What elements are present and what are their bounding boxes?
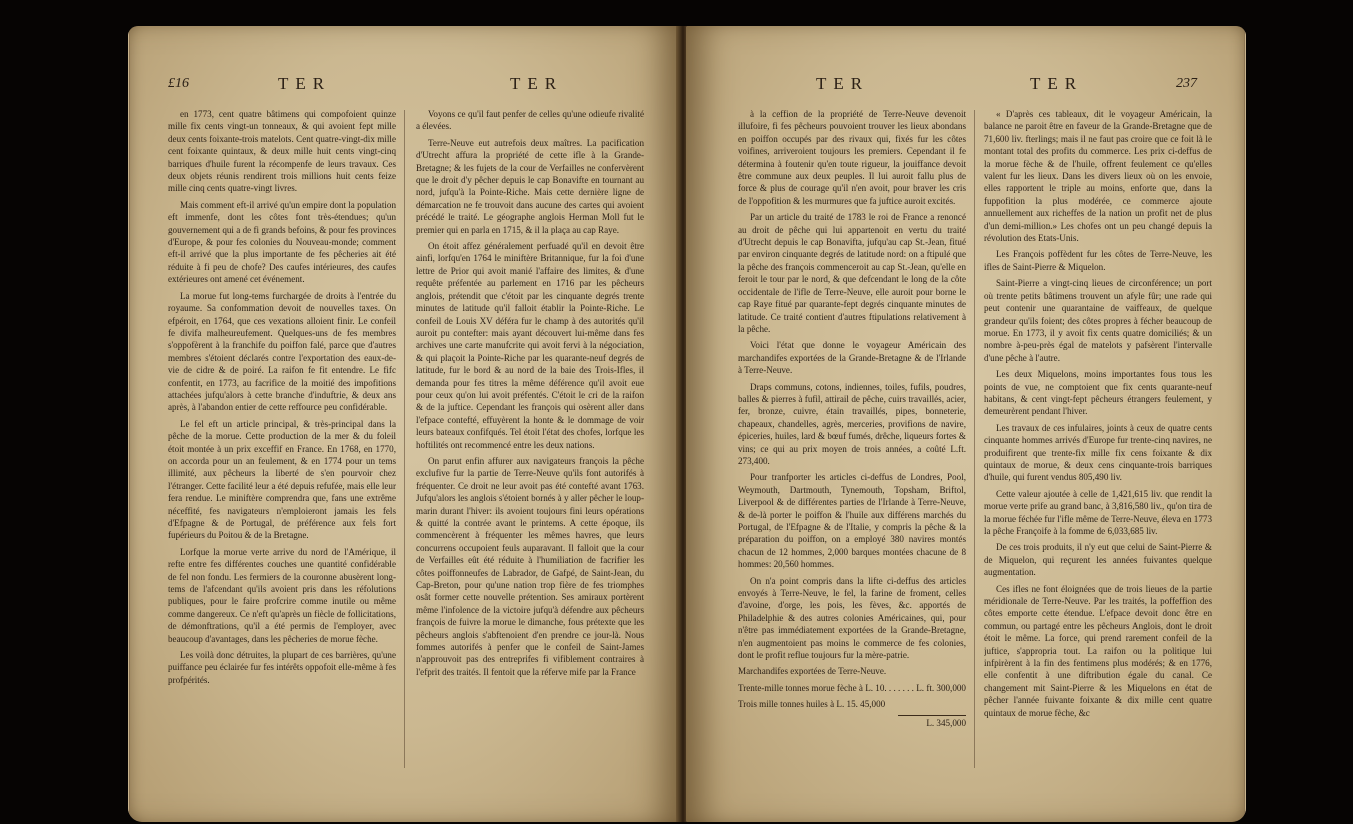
right-running-head-2: TER (1030, 74, 1084, 93)
paragraph: Trente-mille tonnes morue fèche à L. 10. . . . . . . L. ft. 300,000 (738, 682, 966, 693)
left-page-edge (128, 32, 130, 818)
paragraph: en 1773, cent quatre bâtimens qui compofoient quinze mille fix cents vingt-un tonneaux, & qui avoient fept mille deux cents foixante-trois matelots. Cent quatre-vingt-dix mille cent foixante quintaux, & deux mille huit cents vingt-cinq barriques d'huile furent la récompenfe de leurs travaux. Ces deux objets réunis rendirent trois millions huit cents feize mille cinq cents quatre-vingt livres. (168, 109, 396, 194)
paragraph: Les travaux de ces infulaires, joints à ceux de quatre cents cinquante hommes arrivés d'Europe fur trente-cinq navires, ne produifirent que trente-fix mille fix cens foixante & dix quintaux de morue, & deux cens cinquante-trois barriques d'huile, qui furent vendus 805,490 liv. (984, 422, 1212, 483)
paragraph: Marchandifes exportées de Terre-Neuve. (738, 666, 887, 677)
paragraph: Les François poffèdent fur les côtes de Terre-Neuve, les ifles de Saint-Pierre & Miquelon. (984, 249, 1212, 272)
paragraph: La morue fut long-tems furchargée de droits à l'entrée du royaume. Sa confommation devoit de nouvelles taxes. On efpéroit, en 1764, que ces vexations alloient finir. Le confeil fe divifa malheureufement. Quelques-uns de fes membres s'oppofèrent à la franchife du poiffon falé, parce que d'autres membres s'étoient déclarés contre l'exportation des eaux-de-vie de cidre & de poiré. La raifon fe fit entendre. Le fifc confentit, en 1773, au facrifice de la moitié des impofitions attachées jufqu'alors à cette branche d'induftrie, & deux ans après, à l'abandon entier de cette reffource peu confidérable. (168, 290, 396, 413)
column-rule (974, 110, 975, 768)
paragraph: Ces ifles ne font éloignées que de trois lieues de la partie méridionale de Terre-Neuve. Par les traités, la poffeffion des côtes emporte cette étendue. L'efpace devoit donc être en commun, ou partagé entre les pêcheurs Anglois, dont le droit étoit le même. La force, qui prend rarement confeil de la juftice, s'appropria tout. La raifon ou la politique lui infpirèrent à la fin des fentimens plus modérés; & en 1776, elle confentit à une diftribution égale du canal. Ce changement mit Saint-Pierre & les Miquelons en état de pêcher l'année fuivante foixante & dix mille cent quatre quintaux de morue fèche, &c (984, 583, 1212, 718)
paragraph: Trois mille tonnes huiles à L. 15. 45,000 (738, 699, 886, 710)
paragraph: De ces trois produits, il n'y eut que celui de Saint-Pierre & de Miquelon, qui reçurent les années fuivantes quelque augmentation. (984, 542, 1212, 578)
paragraph: Voyons ce qu'il faut penfer de celles qu'une odieufe rivalité a élevées. (416, 109, 644, 132)
right-page-number: 237 (1176, 76, 1197, 91)
right-column-1 (738, 108, 966, 733)
left-column-1 (168, 108, 396, 690)
paragraph: Cette valeur ajoutée à celle de 1,421,615 liv. que rendit la morue verte prife au grand banc, à 3,816,580 liv., qu'on tira de la morue féchée fur l'ifle même de Terre-Neuve, éleva en 1773 la pêche Françoife à la fomme de 6,033,685 liv. (984, 488, 1212, 536)
paragraph: Lorfque la morue verte arrive du nord de l'Amérique, il refte entre fes différentes couches une quantité confidérable de fel non fondu. Les fermiers de la couronne abusèrent long-tems de l'afcendant qu'ils avoient pris dans les réfolutions publiques, pour le faire profcrire comme inutile ou même comme dangereux. Ce n'eft qu'après un fiècle de follicitations, de démonftrations, qu'il a été permis de l'employer, avec beaucoup d'avantages, dans les pêcheries de morue fèche. (168, 546, 396, 644)
paragraph: Par un article du traité de 1783 le roi de France a renoncé au droit de pêche qui lui appartenoit en vertu du traité d'Utrecht depuis le cap Bonavifta, jufqu'au cap St.-Jean, fitué par environ cinquante degrés de latitude nord: on a ftipulé que la pêche des françois commenceroit au cap St.-Jean, qu'elle en feroit le tour par le nord, & que defcendant le long de la côte occidentale de l'ifle de Terre-Neuve, elle auroit pour borne le cap Raye fitué par quarante-fept degrés cinquante minutes de latitude. Ce traité contient d'autres ftipulations relativement à la pêche. (738, 212, 966, 334)
paragraph: On parut enfin affurer aux navigateurs françois la pêche exclufive fur la partie de Terre-Neuve qu'ils font autorifés à fréquenter. Ce droit ne leur avoit pas été contefté avant 1763. Jufqu'alors les anglois s'étoient bornés à y aller pêcher le loup-marin durant l'hiver: ils avoient toujours fini leurs opérations & quitté la contrée avant le printems. A cette époque, ils commencèrent à fréquenter les mêmes havres, que leurs concurrens occupoient feuls auparavant. Il falloit que la cour de Verfailles eût été réduite à l'humiliation de facrifier les côtes poiffonneufes de Labrador, de Gafpé, de Saint-Jean, du Cap-Breton, pour qu'une nation trop fière de fes triomphes osât former cette nouvelle prétention. Ses amiraux portèrent même l'infolence de la victoire jufqu'à défendre aux pêcheurs françois de fuivre la morue le dimanche, fous prétexte que les pêcheurs anglois s'abftenoient d'en prendre ce jour-là. Nous fommes autorifés à penfer que le confeil de Saint-James n'approuvoit pas des entreprifes fi vifiblement contraires à l'efprit des traités. Il fentoit que la réferve mife par la France (416, 455, 644, 677)
paragraph: Pour tranfporter les articles ci-deffus de Londres, Pool, Weymouth, Dartmouth, Tynemouth, Topsham, Briftol, Liverpool & de différentes parties de l'Irlande à Terre-Neuve, & de-là porter le poiffon & l'huile aux différens marchés du Portugal, de l'Efpagne & de l'Italie, y compris la pêche & la préparation du poiffon, on a employé 380 navires montés chacun de 12 hommes, 2,000 barques montées chacune de 8 hommes: 20,560 hommes. (738, 472, 966, 570)
paragraph: L. 345,000 (898, 715, 966, 729)
paragraph: Draps communs, cotons, indiennes, toiles, fufils, poudres, balles & pierres à fufil, attirail de pêche, cuirs travaillés, acier, fer, bronze, cuivre, étain travaillés, pipes, bonneterie, chapeaux, chandelles, agrès, merceries, provifions de navire, épiceries, huiles, lard & bœuf fumés, drêche, liqueurs fortes & vins; ce qui au prix moyen de trois années, a coûté L.ft. 273,400. (738, 381, 966, 466)
paragraph: à la ceffion de la propriété de Terre-Neuve devenoit illufoire, fi fes pêcheurs pouvoient trouver les lieux abondans en poiffon occupés par des rivaux qui, fixés fur les côtes voifines, arriveroient toujours les premiers. Cependant il fe détermina à foutenir qu'en toute rigueur, la jouiffance devoit être commune aux deux peuples. Il lui auroit fallu plus de force & plus de courage qu'il n'en avoit, pour braver les cris de l'oppofition & les murmures que fa juftice auroit excités. (738, 109, 966, 206)
paragraph: On n'a point compris dans la lifte ci-deffus des articles envoyés à Terre-Neuve, le fel, la farine de froment, celles d'avoine, d'orge, les pois, les fèves, &c. apportés de Philadelphie & des autres colonies Américaines, qui, pour n'être pas immédiatement exportées de la Grande-Bretagne, n'en augmentoient pas moins le commerce de fes colonies, dont le profit reflue toujours fur la mère-patrie. (738, 575, 966, 661)
right-column-2 (984, 108, 1212, 723)
right-page (686, 26, 1246, 822)
paragraph: Voici l'état que donne le voyageur Américain des marchandifes exportées de la Grande-Bretagne & de l'Irlande à Terre-Neuve. (738, 340, 966, 376)
left-column-2 (416, 108, 644, 682)
paragraph: Le fel eft un article principal, & très-principal dans la pêche de la morue. Cette production de la mer & du foleil étoit montée à un prix exceffif en France. En 1768, en 1770, on accorda pour un an feulement, & en 1774 pour un tems illimité, aux pêcheurs la liberté de s'en pourvoir chez l'étranger. Cette facilité leur a été depuis refufée, mais elle leur fera rendue. Le miniftère comprendra que, fans une extrême néceffité, fes navigateurs n'emploieront jamais les fels d'Efpagne & de Portugal, de préférence aux fels fort fupérieurs du Poitou & de la Bretagne. (168, 418, 396, 541)
right-page-edge (1244, 32, 1246, 818)
paragraph: On étoit affez généralement perfuadé qu'il en devoit être ainfi, lorfqu'en 1764 le miniftère Britannique, fur la foi d'une lettre de Prior qui avoit manié l'affaire des limites, & d'une requête préfentée au parlement en 1716 par les pêcheurs anglois, prétendit que c'étoit par les cinquante degrés trente minutes de latitude qu'il falloit établir la Pointe-Riche. Le confeil de Louis XV déféra fur le champ à des autorités qu'il auroit pu contefter: mais ayant découvert lui-même dans fes archives une carte manufcrite qui avoit fervi à la négociation, & qui plaçoit la Pointe-Riche par les quarante-neuf degrés de latitude, fur le bord & au nord de la baie des Trois-Ifles, il demanda pour fes titres la même déférence qu'il avoit eue pour ceux qu'on lui avoit préfentés. C'étoit le cri de la raifon & de la juftice. Cependant les françois qui osèrent aller dans l'efpace contefté, effuyèrent la honte & le dommage de voir leurs bateaux confifqués. Tel étoit l'état des chofes, lorfque les hoftilités ont recommencé entre les deux nations. (416, 241, 644, 450)
column-rule (404, 110, 405, 768)
paragraph: « D'après ces tableaux, dit le voyageur Américain, la balance ne paroit être en faveur de la Grande-Bretagne que de 71,600 liv. fterlings; mais il ne faut pas croire que ce foit là le montant total des profits du commerce. Les prix ci-deffus de la morue fèche & de l'huile, offrent feulement ce qu'elles valent fur les lieux. Dans les divers lieux où on les envoie, elles rapportent le triple au moins, enforte que, dans la fuppofition la plus modérée, ce commerce ajoute annuellement aux richeffes de la nation un profit net de plus d'un demi-million.» Les chofes ont un peu changé depuis la révolution des Etats-Unis. (984, 109, 1212, 244)
left-page-number: £16 (168, 76, 189, 91)
paragraph: Les deux Miquelons, moins importantes fous tous les points de vue, ne comptoient que fix cents quarante-neuf habitans, & cent vingt-fept pêcheurs étrangers feulement, y demeurèrent pendant l'hiver. (984, 369, 1212, 417)
paragraph: Mais comment eft-il arrivé qu'un empire dont la population eft immenfe, dont les côtes font très-étendues; qu'un gouvernement qui a de fi grands befoins, & pour fes provinces d'Europe, & pour fes colonies du Nouveau-monde; comment eft-il arrivé que la plus importante de fes pêcheries ait été réduite à fi peu de chofe? Des caufes intérieures, des caufes extérieures ont amené cet événement. (168, 199, 396, 285)
right-running-head-1: TER (816, 74, 870, 93)
left-running-head-1: TER (278, 74, 332, 93)
paragraph: Les voilà donc détruites, la plupart de ces barrières, qu'une puiffance peu éclairée fur fes intérêts oppofoit elle-même à fes profpérités. (168, 650, 396, 685)
left-running-head-2: TER (510, 74, 564, 93)
paragraph: Saint-Pierre a vingt-cinq lieues de circonférence; un port où trente petits bâtimens trouvent un afyle fûr; une rade qui peut contenir une quarantaine de vaiffeaux, de quelque grandeur qu'ils foient; des côtes propres à fécher beaucoup de morue. En 1773, il y avoit fix cents quatre domiciliés; & un nombre à-peu-près égal de matelots y pafsèrent l'intervalle d'une pêche à l'autre. (984, 278, 1212, 363)
open-book (128, 26, 1246, 822)
left-page (128, 26, 680, 822)
paragraph: Terre-Neuve eut autrefois deux maîtres. La pacification d'Utrecht affura la propriété de cette ifle à la Grande-Bretagne; & les fujets de la cour de Verfailles ne confervèrent que le droit d'y pêcher depuis le cap Bonavifte en tournant au nord, jufqu'à la Pointe-Riche. Mais cette dernière ligne de démarcation ne fe trouvoit dans aucune des cartes qui avoient précédé le traité. Le géographe anglois Herman Moll fut le premier qui en parla en 1715, & il la plaça au cap Raye. (416, 137, 644, 235)
